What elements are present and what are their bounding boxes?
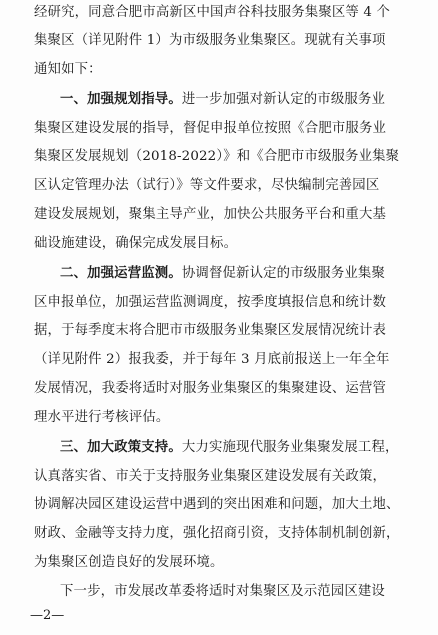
line-text: （详见附件 2）报我委，并于每年 3 月底前报送上一年全年 xyxy=(34,352,390,367)
body-line-12 xyxy=(34,322,438,340)
line-text: 协调解决园区建设运营中遇到的突出困难和问题，加大土地、 xyxy=(34,497,400,512)
line-text: 区认定管理办法（试行）》等文件要求，尽快编制完善园区 xyxy=(34,178,380,193)
section-heading: 三、加大政策支持。 xyxy=(60,439,182,455)
body-line-9 xyxy=(34,235,438,253)
body-line-11 xyxy=(34,294,438,312)
section-heading: 二、加强运营监测。 xyxy=(60,265,182,281)
line-text: 认真落实省、市关于支持服务业集聚区建设发展有关政策， xyxy=(34,469,387,484)
section-heading: 一、加强规划指导。 xyxy=(60,91,182,107)
body-line-20 xyxy=(34,554,438,572)
line-text: 集聚区发展规划（2018-2022）》和《合肥市市级服务业集聚 xyxy=(34,149,400,164)
section-3-first-line xyxy=(60,438,438,457)
section-2-first-line xyxy=(60,264,438,283)
line-text: 经研究，同意合肥市高新区中国声谷科技服务集聚区等 4 个 xyxy=(34,5,390,20)
body-line-15 xyxy=(34,409,438,427)
line-text: 财政、金融等支持力度，强化招商引资，支持体制机制创新， xyxy=(34,526,400,541)
line-text: 集聚区（详见附件 1）为市级服务业集聚区。现就有关事项 xyxy=(34,33,386,48)
page-number: —2— xyxy=(30,608,65,623)
body-line-7 xyxy=(34,177,438,195)
body-line-2 xyxy=(34,32,438,50)
body-line-8 xyxy=(34,206,438,224)
body-line-19 xyxy=(34,525,438,543)
line-text: 础设施建设，确保完成发展目标。 xyxy=(34,236,238,251)
section-1-first-line xyxy=(60,90,438,109)
body-line-1 xyxy=(34,4,438,22)
line-text: 进一步加强对新认定的市级服务业 xyxy=(181,92,385,107)
line-text: 据，于每季度末将合肥市市级服务业集聚区发展情况统计表 xyxy=(34,323,387,338)
body-line-18 xyxy=(34,496,438,514)
body-line-6 xyxy=(34,148,438,166)
line-text: 区申报单位，加强运营监测调度，按季度填报信息和统计数 xyxy=(34,295,387,310)
body-line-3 xyxy=(34,61,438,79)
line-text: 理水平进行考核评估。 xyxy=(34,410,170,425)
line-text: 下一步，市发展改革委将适时对集聚区及示范园区建设 xyxy=(60,584,385,599)
body-line-5 xyxy=(34,120,438,138)
line-text: 为集聚区创造良好的发展环境。 xyxy=(34,555,224,570)
line-text: 大力实施现代服务业集聚发展工程， xyxy=(181,440,399,455)
body-line-17 xyxy=(34,468,438,486)
body-line-13 xyxy=(34,351,438,369)
line-text: 集聚区建设发展的指导，督促申报单位按照《合肥市服务业 xyxy=(34,121,387,136)
line-text: 建设发展规划，聚集主导产业，加快公共服务平台和重大基 xyxy=(34,207,387,222)
line-text: 发展情况，我委将适时对服务业集聚区的集聚建设、运营管 xyxy=(34,381,387,396)
body-line-14 xyxy=(34,380,438,398)
line-text: 通知如下： xyxy=(34,62,102,77)
body-line-21 xyxy=(60,583,438,601)
line-text: 协调督促新认定的市级服务业集聚 xyxy=(181,266,385,281)
